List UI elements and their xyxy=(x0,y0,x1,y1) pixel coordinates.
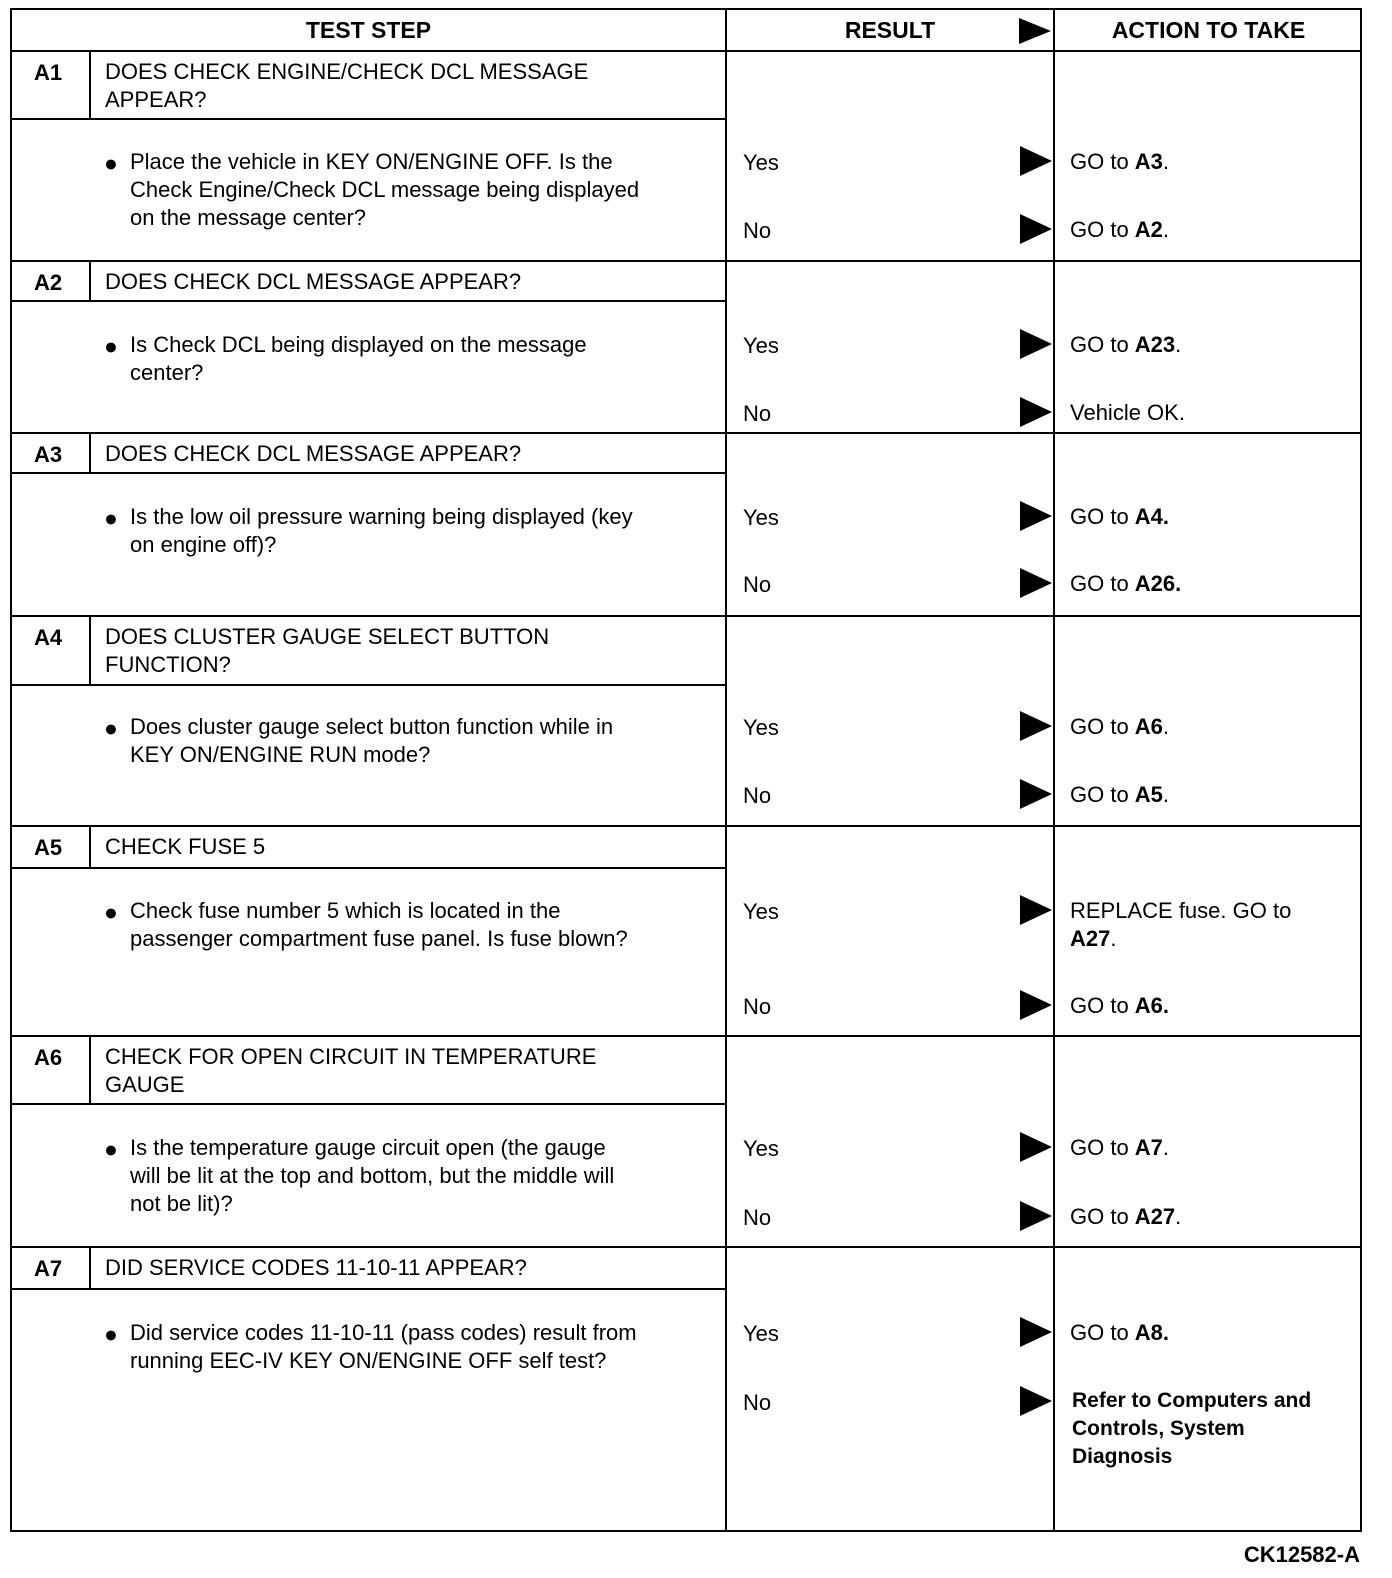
arrow-icon xyxy=(1020,1386,1052,1416)
step-instruction: Check fuse number 5 which is located in the passenger compartment fuse panel. Is fuse blown? xyxy=(130,898,628,951)
step-question: DOES CHECK ENGINE/CHECK DCL MESSAGE APPEAR? xyxy=(105,59,589,112)
step-id-divider xyxy=(89,617,91,684)
result-yes: Yes xyxy=(743,1321,779,1346)
step-question: DOES CHECK DCL MESSAGE APPEAR? xyxy=(105,441,522,466)
header-test-step: TEST STEP xyxy=(305,17,432,43)
step-question: CHECK FOR OPEN CIRCUIT IN TEMPERATURE GAUGE xyxy=(105,1044,597,1097)
result-no: No xyxy=(743,994,772,1019)
step-instruction: Is the low oil pressure warning being displayed (key on engine off)? xyxy=(130,504,633,557)
step-id: A6 xyxy=(34,1045,63,1070)
arrow-icon xyxy=(1020,214,1052,244)
step-id-divider xyxy=(89,434,91,472)
question-divider xyxy=(12,867,725,869)
question-divider xyxy=(12,472,725,474)
question-divider xyxy=(12,118,725,120)
action-no: Refer to Computers and Controls, System Diagnosis xyxy=(1072,1389,1312,1468)
step-id: A5 xyxy=(34,835,63,860)
step-divider xyxy=(12,1246,1360,1248)
step-instruction: Did service codes 11-10-11 (pass codes) result from running EEC-IV KEY ON/ENGINE OFF self test? xyxy=(130,1320,637,1373)
step-id-divider xyxy=(89,1248,91,1288)
arrow-icon xyxy=(1020,779,1052,809)
step-instruction: Is the temperature gauge circuit open (the gauge will be lit at the top and bottom, but the middle will not be lit)? xyxy=(130,1135,615,1216)
header-result: RESULT xyxy=(844,17,936,43)
arrow-icon xyxy=(1020,990,1052,1020)
result-no: No xyxy=(743,218,772,243)
result-yes: Yes xyxy=(743,899,779,924)
step-question: CHECK FUSE 5 xyxy=(105,834,266,859)
step-divider xyxy=(12,260,1360,262)
step-id: A4 xyxy=(34,625,63,650)
step-divider xyxy=(12,615,1360,617)
result-no: No xyxy=(743,401,772,426)
step-divider xyxy=(12,825,1360,827)
step-id-divider xyxy=(89,827,91,867)
action-yes: GO to A7. xyxy=(1070,1135,1170,1160)
step-question: DID SERVICE CODES 11-10-11 APPEAR? xyxy=(105,1255,527,1280)
arrow-icon xyxy=(1020,501,1052,531)
action-no: GO to A5. xyxy=(1070,782,1170,807)
arrow-icon xyxy=(1020,1132,1052,1162)
action-no: Vehicle OK. xyxy=(1070,400,1185,425)
question-divider xyxy=(12,1288,725,1290)
question-divider xyxy=(12,1103,725,1105)
header-divider xyxy=(12,50,1360,52)
diagnostic-table xyxy=(10,8,1362,1532)
action-yes: REPLACE fuse. GO to A27. xyxy=(1070,898,1292,951)
action-yes: GO to A23. xyxy=(1070,332,1182,357)
bullet-icon: ● xyxy=(104,505,118,531)
arrow-icon xyxy=(1020,711,1052,741)
arrow-icon xyxy=(1020,568,1052,598)
action-no: GO to A26. xyxy=(1070,571,1182,596)
result-no: No xyxy=(743,783,772,808)
step-divider xyxy=(12,1035,1360,1037)
step-instruction: Place the vehicle in KEY ON/ENGINE OFF. Is the Check Engine/Check DCL message being displayed on the message center? xyxy=(130,149,640,230)
step-id-divider xyxy=(89,1037,91,1105)
column-divider-action xyxy=(1053,10,1055,1530)
arrow-icon xyxy=(1020,329,1052,359)
step-id: A2 xyxy=(34,270,63,295)
step-instruction: Does cluster gauge select button function while in KEY ON/ENGINE RUN mode? xyxy=(130,714,614,767)
result-no: No xyxy=(743,572,772,597)
bullet-icon: ● xyxy=(104,1136,118,1162)
arrow-icon xyxy=(1020,146,1052,176)
action-yes: GO to A3. xyxy=(1070,149,1170,174)
result-no: No xyxy=(743,1205,772,1230)
bullet-icon: ● xyxy=(104,715,118,741)
step-id: A3 xyxy=(34,442,63,467)
question-divider xyxy=(12,300,725,302)
step-question: DOES CHECK DCL MESSAGE APPEAR? xyxy=(105,269,522,294)
step-id: A1 xyxy=(34,60,63,85)
arrow-icon xyxy=(1020,895,1052,925)
question-divider xyxy=(12,684,725,686)
step-instruction: Is Check DCL being displayed on the message center? xyxy=(130,332,587,385)
arrow-icon xyxy=(1020,397,1052,427)
step-id: A7 xyxy=(34,1256,63,1281)
bullet-icon: ● xyxy=(104,150,118,176)
arrow-icon xyxy=(1020,1201,1052,1231)
step-id-divider xyxy=(89,50,91,120)
action-yes: GO to A6. xyxy=(1070,714,1170,739)
bullet-icon: ● xyxy=(104,1321,118,1347)
result-yes: Yes xyxy=(743,505,779,530)
step-question: DOES CLUSTER GAUGE SELECT BUTTON FUNCTION? xyxy=(105,624,550,677)
step-divider xyxy=(12,432,1360,434)
result-yes: Yes xyxy=(743,715,779,740)
action-no: GO to A6. xyxy=(1070,993,1170,1018)
step-id-divider xyxy=(89,262,91,300)
result-yes: Yes xyxy=(743,333,779,358)
figure-code: CK12582-A xyxy=(1243,1542,1360,1567)
bullet-icon: ● xyxy=(104,899,118,925)
action-yes: GO to A4. xyxy=(1070,504,1170,529)
result-yes: Yes xyxy=(743,150,779,175)
result-no: No xyxy=(743,1390,772,1415)
action-no: GO to A2. xyxy=(1070,217,1170,242)
header-arrow-icon xyxy=(1019,18,1051,44)
column-divider-result xyxy=(725,10,727,1530)
header-action: ACTION TO TAKE xyxy=(1111,17,1306,43)
result-yes: Yes xyxy=(743,1136,779,1161)
arrow-icon xyxy=(1020,1317,1052,1347)
action-yes: GO to A8. xyxy=(1070,1320,1170,1345)
action-no: GO to A27. xyxy=(1070,1204,1182,1229)
bullet-icon: ● xyxy=(104,333,118,359)
